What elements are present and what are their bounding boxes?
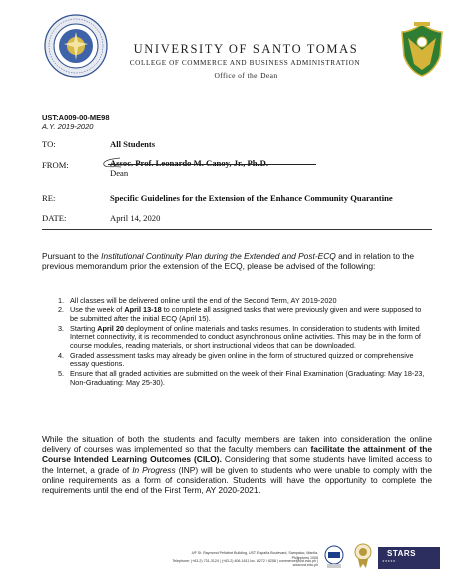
from-label: FROM: (42, 160, 69, 170)
reference-code: UST:A009-00-ME98 (42, 113, 110, 122)
to-label: TO: (42, 139, 56, 149)
qs-stars-icon (354, 543, 372, 569)
footer-contact: Telephone: (+63-2) 731-3124 | (+63-2) 406-1611 loc. 8272 / 8258 | commerce@ust.edu.ph | www.ust.edu.ph (172, 559, 318, 567)
signature-mark-icon (102, 157, 122, 169)
ust-seal-icon (44, 14, 108, 78)
office-name: Office of the Dean (214, 71, 278, 80)
commerce-crest-icon (400, 20, 444, 78)
to-value: All Students (110, 139, 156, 149)
guidelines-list (58, 297, 428, 388)
university-name: UNIVERSITY OF SANTO TOMAS (133, 42, 359, 56)
re-value: Specific Guidelines for the Extension of the Enhance Community Quarantine (110, 193, 393, 203)
memo-divider (42, 229, 432, 230)
academic-year: A.Y. 2019-2020 (42, 122, 94, 131)
list-item: 5. Ensure that all graded activities are submitted on the week of their Final Examination (Graduating: May 18-23, Non-Graduating: May 25-30). (58, 368, 425, 387)
from-name: Assoc. Prof. Leonardo M. Canoy, Jr., Ph.D. (110, 158, 269, 168)
re-label: RE: (42, 193, 56, 203)
from-title: Dean (110, 168, 129, 178)
date-label: DATE: (42, 213, 67, 223)
tuv-certification-icon (324, 545, 344, 569)
list-item: 3. Starting April 20 deployment of online materials and tasks resumes. In consideration to students with limited Internet connectivity, it is recommended to conduct asynchronous online activities. This may be in the form of course modules, reading materials, or short instructional videos that can be downloaded. (58, 323, 421, 351)
closing-paragraph: While the situation of both the students and faculty members are taken into consideration the online delivery of courses was implemented so that the faculty members can facilitate the attainment of the Course Intended Learning Outcomes (CILO). Considering that some students have limited access to the Internet, a grade of In Progress (INP) will be given to students who were unable to comply with the online requirements as a form of consideration. Students will have the opportunity to complete the requirements until the end of the First Term, AY 2020-2021. (42, 434, 433, 496)
intro-paragraph: Pursuant to the Institutional Continuity Plan during the Extended and Post-ECQ and in relation to the previous memorandum prior the extension of the ECQ, please be advised of the following: (42, 251, 415, 272)
footer-address: 4/F St. Raymond Peñafort Building, UST España Boulevard, Sampaloc, Manila, Philippines 1008 (191, 551, 318, 560)
list-item: 2. Use the week of April 13-18 to complete all assigned tasks that were previously given and were supposed to be submitted after the initial ECQ (April 15). (58, 305, 422, 324)
list-item: 4. Graded assessment tasks may already be given online in the form of structured quizzed or comprehensive essay questions. (58, 350, 414, 369)
stars-rating-icon: ★★★★★ (382, 559, 396, 563)
list-item: 1. All classes will be delivered online until the end of the Second Term, AY 2019-2020 (58, 296, 337, 305)
college-name: COLLEGE OF COMMERCE AND BUSINESS ADMINISTRATION (129, 59, 361, 67)
stars-label: STARS (387, 549, 417, 558)
signature-strike (108, 164, 316, 165)
stars-badge (378, 547, 440, 569)
date-value: April 14, 2020 (110, 213, 161, 223)
